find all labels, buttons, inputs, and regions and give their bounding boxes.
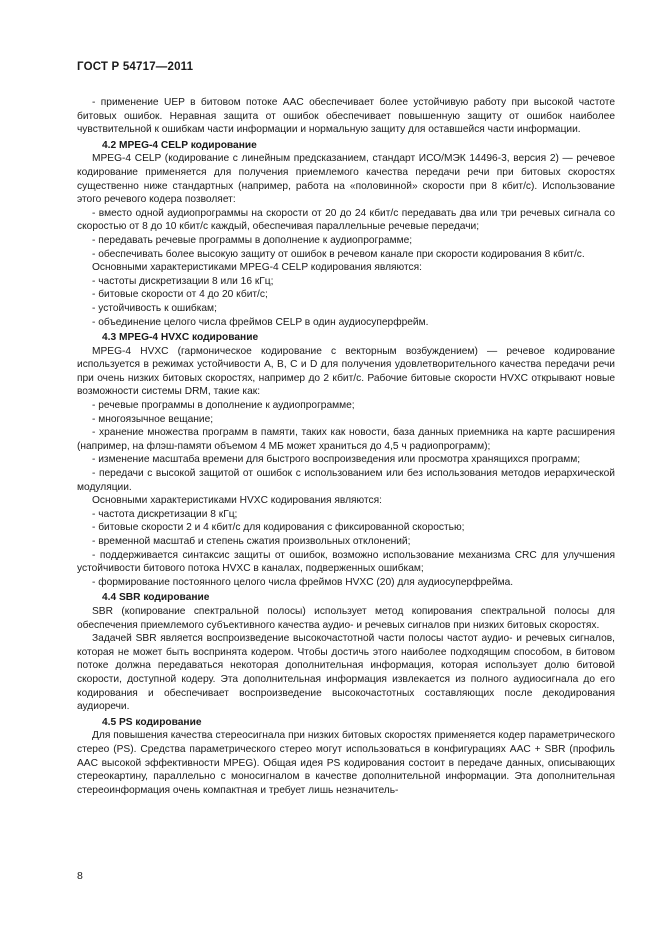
list-item: - частоты дискретизации 8 или 16 кГц; — [92, 275, 274, 287]
list-item: - устойчивость к ошибкам; — [92, 302, 217, 314]
list-item: - вместо одной аудиопрограммы на скорости от 20 до 24 кбит/с передавать два или три речевых сигнала со скоростью от 8 до 10 кбит/с каждый, обеспечивая параллельные речевые передачи; — [77, 207, 615, 233]
section-heading-4-3: 4.3 MPEG-4 HVXC кодирование — [102, 332, 259, 344]
list-item: - хранение множества программ в памяти, таких как новости, база данных приемника на карте расширения (например, на флэш-памяти объемом 4 МБ может храниться до 4,5 ч радиопрограмм); — [77, 427, 615, 452]
paragraph: Для повышения качества стереосигнала при низких битовых скоростях применяется кодер параметрического стерео (PS). Средства параметрического стерео могут использоваться в конфигурациях AAC + SBR (профиль AAC высокой эффективности MPEG). Общая идея PS кодирования состоит в передаче данных, описывающих стереокартину, параллельно с моносигналом в качестве дополнительной информации. Эта дополнительная стереоинформация очень компактная и требует лишь незначитель- — [77, 730, 615, 796]
section-heading-4-5: 4.5 PS кодирование — [102, 716, 202, 728]
paragraph: MPEG-4 HVXC (гармоническое кодирование с векторным возбуждением) — речевое кодирование используется в режимах устойчивости A, B, C и D для получения удовлетворительного качества передачи речи при очень низких битовых скоростях, например до 2 кбит/с. Рабочие битовые скорости HVXC открывают новые возможности системы DRM, такие как: — [77, 345, 615, 398]
list-item: - передачи с высокой защитой от ошибок с использованием или без использования методов иерархической модуляции. — [77, 468, 615, 493]
page-number: 8 — [77, 870, 83, 882]
list-item: - битовые скорости от 4 до 20 кбит/с; — [92, 289, 268, 301]
page-body — [77, 96, 615, 797]
list-item: - временной масштаб и степень сжатия произвольных отклонений; — [92, 536, 411, 547]
section-heading-4-2: 4.2 MPEG-4 CELP кодирование — [102, 139, 257, 151]
paragraph: Основными характеристиками MPEG-4 CELP кодирования являются: — [92, 262, 422, 274]
list-item: - многоязычное вещание; — [92, 413, 214, 425]
list-item: - объединение целого числа фреймов CELP в один аудиосуперфрейм. — [92, 316, 429, 328]
list-item: - частота дискретизации 8 кГц; — [92, 508, 238, 520]
paragraph: Задачей SBR является воспроизведение высокочастотной части полосы частот аудио- и речевых сигналов, которая не может быть воспринята кодером. Чтобы достичь этого наиболее подходящим способом, в битовом потоке должна передаваться некоторая дополнительная информация, которая использует долю битовой скорости, доступной кодеру. Эта дополнительная информация извлекается из полного аудиосигнала до его кодирования и обеспечивает воспроизведение высокочастотных составляющих после декодирования аудиоречи. — [77, 633, 615, 713]
list-item: - речевые программы в дополнение к аудиопрограмме; — [92, 400, 355, 412]
list-item: - обеспечивать более высокую защиту от ошибок в речевом канале при скорости кодирования 8 кбит/с. — [92, 248, 585, 260]
paragraph: Основными характеристиками HVXC кодирования являются: — [92, 495, 382, 507]
paragraph: - применение UEP в битовом потоке AAC обеспечивает более устойчивую работу при высокой частоте битовых ошибок. Неравная защита от ошибок обеспечивает повышенную защиту от ошибок наиболее чувствительной к ошибкам части информации и нормальную защиту для оставшейся части информации. — [77, 97, 615, 136]
list-item: - изменение масштаба времени для быстрого воспроизведения или просмотра хранящихся программ; — [92, 454, 581, 466]
list-item: - передавать речевые программы в дополнение к аудиопрограмме; — [92, 234, 413, 246]
paragraph: SBR (копирование спектральной полосы) использует метод копирования спектральной полосы для обеспечения приемлемого субъективного качества аудио- и речевых сигналов при низких битовых скоростях. — [77, 605, 615, 631]
section-heading-4-4: 4.4 SBR кодирование — [102, 592, 210, 604]
paragraph: MPEG-4 CELP (кодирование с линейным предсказанием, стандарт ИСО/МЭК 14496-3, версия 2) — речевое кодирование применяется для получения приемлемого качества передачи речи при битовых скоростях существенно ниже стандартных (например, работа на «половинной» скорости при 8 кбит/с). Использование этого речевого кодера позволяет: — [77, 153, 615, 206]
list-item: - формирование постоянного целого числа фреймов HVXC (20) для аудиосуперфрейма. — [92, 576, 514, 588]
list-item: - поддерживается синтаксис защиты от ошибок, возможно использование механизма CRC для улучшения устойчивости битового потока HVXC в каналах, подверженных ошибкам; — [77, 549, 615, 575]
list-item: - битовые скорости 2 и 4 кбит/с для кодирования с фиксированной скоростью; — [92, 522, 465, 534]
document-header: ГОСТ Р 54717—2011 — [77, 61, 194, 73]
